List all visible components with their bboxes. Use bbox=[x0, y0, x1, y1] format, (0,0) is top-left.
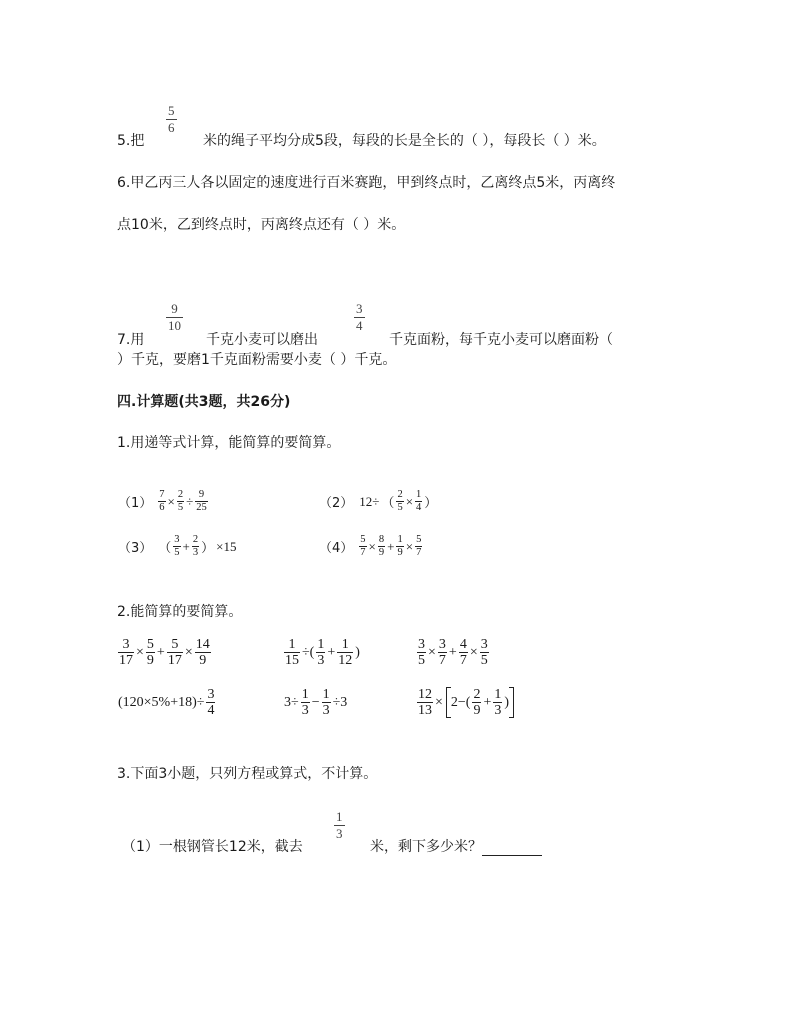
c3-item1-text-wrap bbox=[370, 838, 542, 856]
c2-expression-6 bbox=[416, 687, 514, 718]
operator-text: ） bbox=[201, 540, 215, 555]
fraction-numerator: 3 bbox=[207, 687, 215, 702]
fraction bbox=[316, 637, 325, 668]
operator-text: 2−( bbox=[450, 694, 471, 710]
fraction-numerator: 5 bbox=[146, 637, 154, 652]
fraction-denominator: 6 bbox=[168, 120, 175, 135]
c2-expression-1 bbox=[117, 637, 212, 668]
fraction bbox=[359, 534, 366, 559]
q5-prefix: 5.把 bbox=[117, 133, 145, 149]
fraction-denominator: 13 bbox=[418, 703, 432, 718]
fraction-numerator: 2 bbox=[397, 489, 403, 500]
fraction bbox=[301, 687, 310, 718]
fraction bbox=[493, 687, 502, 718]
c1-expression-1 bbox=[117, 489, 209, 514]
fraction-denominator: 9 bbox=[378, 547, 385, 558]
fraction bbox=[396, 534, 403, 559]
fraction bbox=[415, 489, 422, 514]
c2-expression-3 bbox=[416, 637, 490, 668]
c3-title: 3.下面3小题，只列方程或算式，不计算。 bbox=[117, 766, 378, 782]
fraction-denominator: 3 bbox=[317, 653, 325, 668]
operator-text: ） bbox=[424, 495, 438, 510]
fraction-numerator: 3 bbox=[418, 637, 425, 652]
fraction-denominator: 5 bbox=[397, 502, 403, 513]
fraction-numerator: 5 bbox=[416, 534, 422, 545]
operator-text: ×15 bbox=[216, 538, 237, 554]
operator-text: × bbox=[435, 694, 443, 710]
fraction-denominator: 7 bbox=[438, 653, 446, 668]
c1-expression-2 bbox=[318, 489, 438, 514]
operator-text: ÷3 bbox=[332, 694, 348, 710]
fraction-denominator: 3 bbox=[192, 547, 199, 558]
operator-text: × bbox=[405, 493, 414, 509]
fraction-numerator: 2 bbox=[473, 687, 481, 702]
fraction bbox=[118, 637, 134, 668]
q7-text: 千克面粉，每千克小麦可以磨面粉（ bbox=[389, 332, 613, 348]
q7-mid: 千克小麦可以磨出 bbox=[206, 332, 318, 348]
fraction-numerator: 1 bbox=[288, 637, 296, 652]
section-title: 四.计算题(共3题，共26分) bbox=[117, 394, 291, 410]
fraction-denominator: 17 bbox=[167, 653, 182, 668]
operator-text: （ bbox=[158, 540, 172, 555]
fraction-numerator: 5 bbox=[171, 637, 179, 652]
fraction-denominator: 7 bbox=[416, 547, 422, 558]
fraction-denominator: 5 bbox=[418, 653, 425, 668]
c1-title: 1.用递等式计算，能简算的要简算。 bbox=[117, 435, 341, 451]
item-label: （1） bbox=[118, 496, 153, 511]
operator-text: × bbox=[368, 538, 376, 554]
fraction-numerator: 1 bbox=[341, 637, 349, 652]
fraction-denominator: 15 bbox=[285, 653, 299, 668]
operator-text: × bbox=[184, 644, 193, 660]
fraction-denominator: 10 bbox=[168, 318, 181, 333]
q7-fraction-2 bbox=[354, 302, 365, 333]
operator-text: + bbox=[182, 538, 190, 554]
operator-text: × bbox=[136, 644, 144, 660]
fraction-numerator: 1 bbox=[322, 687, 330, 702]
operator-text: + bbox=[448, 644, 457, 660]
operator-text: （ bbox=[381, 495, 395, 510]
c1-expression-4 bbox=[318, 534, 423, 559]
square-bracket-group bbox=[446, 687, 514, 718]
fraction bbox=[158, 489, 165, 514]
fraction-numerator: 3 bbox=[480, 637, 488, 652]
fraction-numerator: 9 bbox=[198, 489, 205, 500]
q7-prefix: 7.用 bbox=[117, 332, 145, 348]
q6-line1: 6.甲乙丙三人各以固定的速度进行百米赛跑，甲到终点时，乙离终点5米，丙离终 bbox=[117, 175, 616, 191]
fraction bbox=[284, 637, 300, 668]
fraction-numerator: 3 bbox=[174, 534, 180, 545]
fraction bbox=[472, 687, 481, 718]
fraction-numerator: 7 bbox=[159, 489, 165, 500]
operator-text: + bbox=[387, 538, 395, 554]
fraction bbox=[459, 637, 468, 668]
q5-text: 米的绳子平均分成5段，每段的长是全长的（ ），每段长（ ）米。 bbox=[203, 133, 606, 149]
item-label: （2） bbox=[319, 496, 354, 511]
fraction-denominator: 25 bbox=[196, 502, 207, 513]
fraction-numerator: 3 bbox=[438, 637, 446, 652]
fraction-denominator: 9 bbox=[146, 653, 154, 668]
fraction-denominator: 7 bbox=[459, 653, 467, 668]
c2-title: 2.能简算的要简算。 bbox=[117, 604, 243, 620]
fraction bbox=[337, 637, 353, 668]
c2-expression-5 bbox=[283, 687, 348, 718]
fraction-numerator: 2 bbox=[177, 489, 184, 500]
fraction bbox=[206, 687, 215, 718]
fraction-denominator: 9 bbox=[397, 547, 403, 558]
fraction-denominator: 5 bbox=[480, 653, 488, 668]
fraction-denominator: 4 bbox=[356, 318, 363, 333]
operator-text: × bbox=[405, 538, 414, 554]
fraction bbox=[195, 489, 208, 514]
fraction-numerator: 1 bbox=[494, 687, 502, 702]
fraction-denominator: 3 bbox=[322, 703, 330, 718]
operator-text: 3÷ bbox=[284, 694, 299, 710]
operator-text: × bbox=[469, 644, 478, 660]
fraction-numerator: 1 bbox=[416, 489, 422, 500]
operator-text: (120×5%+18)÷ bbox=[118, 694, 205, 710]
fraction-denominator: 9 bbox=[473, 703, 481, 718]
fraction-numerator: 12 bbox=[418, 687, 432, 702]
fraction bbox=[173, 534, 180, 559]
q5-fraction bbox=[166, 104, 177, 135]
fraction bbox=[480, 637, 489, 668]
operator-text: ) bbox=[355, 644, 360, 660]
fraction-numerator: 3 bbox=[122, 637, 130, 652]
c2-expression-4 bbox=[117, 687, 216, 718]
fraction-numerator: 1 bbox=[317, 637, 325, 652]
fraction-numerator: 3 bbox=[356, 301, 363, 316]
fraction-numerator: 9 bbox=[171, 301, 178, 316]
fraction-numerator: 4 bbox=[459, 637, 467, 652]
item-label: （3） bbox=[118, 541, 153, 556]
fraction-numerator: 5 bbox=[168, 103, 175, 118]
fraction bbox=[195, 637, 211, 668]
fraction-denominator: 4 bbox=[416, 502, 422, 513]
operator-text: 12÷ bbox=[359, 493, 380, 509]
fraction-denominator: 12 bbox=[338, 653, 353, 668]
operator-text: ) bbox=[504, 694, 510, 710]
c3-item1-text: 米，剩下多少米？ bbox=[370, 839, 482, 855]
fraction-numerator: 8 bbox=[378, 534, 385, 545]
fraction-denominator: 3 bbox=[336, 826, 343, 841]
fraction-denominator: 7 bbox=[360, 547, 366, 558]
fraction-denominator: 9 bbox=[199, 653, 207, 668]
fraction-denominator: 5 bbox=[174, 547, 180, 558]
fraction bbox=[167, 637, 183, 668]
c1-expression-3 bbox=[117, 534, 238, 559]
c2-expression-2 bbox=[283, 637, 361, 668]
fraction bbox=[417, 637, 426, 668]
fraction bbox=[322, 687, 331, 718]
operator-text: + bbox=[483, 694, 492, 710]
fraction bbox=[177, 489, 184, 514]
fraction-denominator: 5 bbox=[177, 502, 184, 513]
operator-text: ÷ bbox=[186, 493, 194, 509]
fraction bbox=[146, 637, 155, 668]
fraction-denominator: 6 bbox=[159, 502, 165, 513]
fraction-numerator: 5 bbox=[360, 534, 366, 545]
fraction-denominator: 4 bbox=[207, 703, 215, 718]
fraction-numerator: 1 bbox=[397, 534, 403, 545]
fraction bbox=[438, 637, 447, 668]
fraction-denominator: 3 bbox=[494, 703, 502, 718]
operator-text: + bbox=[327, 644, 336, 660]
fraction-numerator: 1 bbox=[336, 809, 343, 824]
fraction bbox=[192, 534, 199, 559]
q7-line2: ）千克，要磨1千克面粉需要小麦（ ）千克。 bbox=[117, 352, 397, 368]
c3-item1-fraction bbox=[334, 810, 345, 841]
operator-text: × bbox=[428, 644, 436, 660]
fraction-numerator: 14 bbox=[195, 637, 210, 652]
answer-blank[interactable] bbox=[482, 841, 542, 856]
operator-text: − bbox=[311, 694, 320, 710]
operator-text: + bbox=[156, 644, 165, 660]
operator-text: ÷( bbox=[302, 644, 315, 660]
fraction bbox=[417, 687, 433, 718]
q6-line2: 点10米，乙到终点时，丙离终点还有（ ）米。 bbox=[117, 217, 406, 233]
fraction-denominator: 3 bbox=[301, 703, 309, 718]
c3-item1-prefix: （1）一根钢管长12米，截去 bbox=[122, 839, 303, 855]
fraction-denominator: 17 bbox=[119, 653, 133, 668]
fraction bbox=[396, 489, 403, 514]
fraction bbox=[378, 534, 385, 559]
item-label: （4） bbox=[319, 541, 354, 556]
fraction-numerator: 1 bbox=[301, 687, 309, 702]
q7-fraction-1 bbox=[166, 302, 183, 333]
operator-text: × bbox=[167, 493, 175, 509]
fraction bbox=[415, 534, 422, 559]
fraction-numerator: 2 bbox=[192, 534, 199, 545]
